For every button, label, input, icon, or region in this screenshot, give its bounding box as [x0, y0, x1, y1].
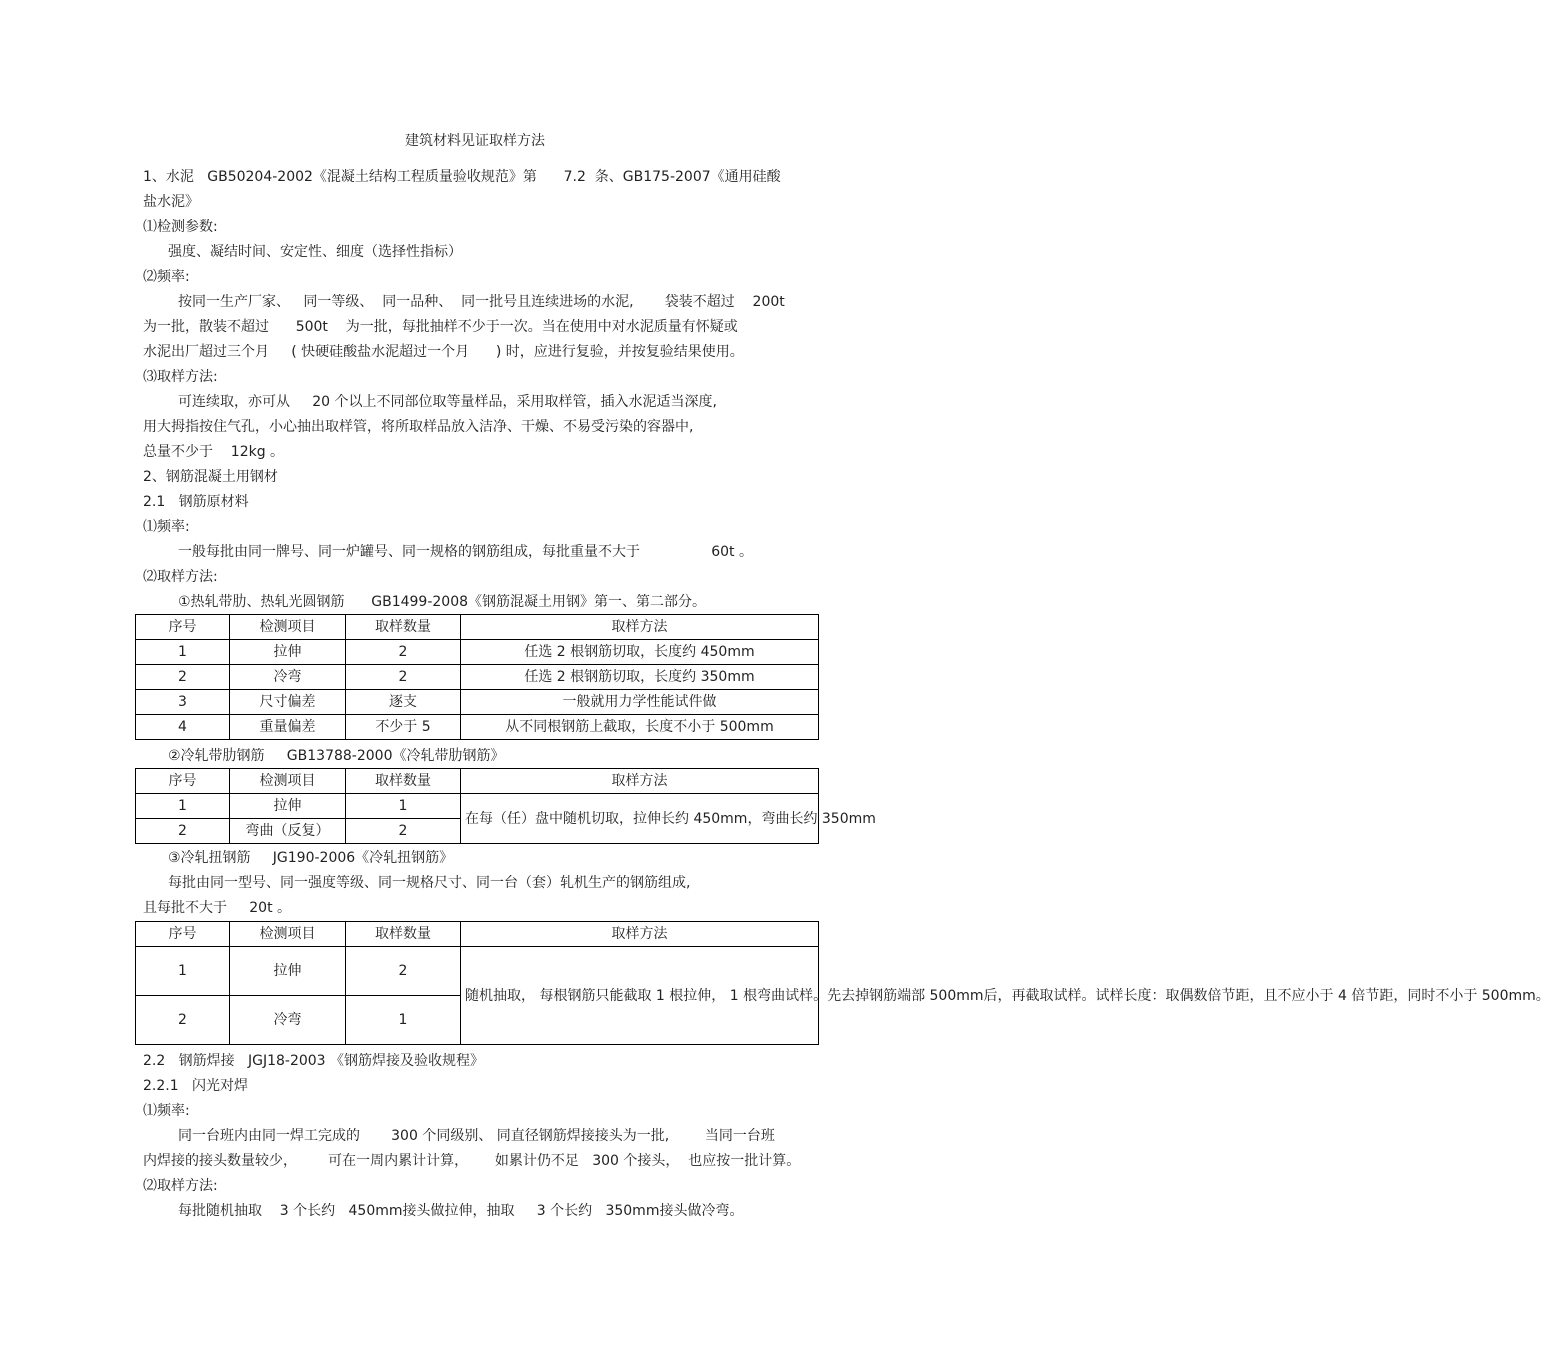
header-cell: 检测项目	[230, 615, 346, 640]
table-cell: 重量偏差	[230, 715, 346, 740]
table-cell: 尺寸偏差	[230, 690, 346, 715]
table-cell: 冷弯	[230, 996, 346, 1045]
text-line: 内焊接的接头数量较少， 可在一周内累计计算， 如累计仍不足 300 个接头， 也应按一批计算。	[143, 1153, 801, 1169]
text-line: ②冷轧带肋钢筋 GB13788-2000《冷轧带肋钢筋》	[168, 748, 505, 764]
section-heading: 2.1 钢筋原材料	[143, 494, 249, 510]
header-cell: 取样方法	[461, 615, 819, 640]
table-cell: 2	[346, 640, 461, 665]
header-cell: 取样方法	[461, 769, 819, 794]
table-cell: 2	[346, 665, 461, 690]
text-line: 可连续取，亦可从 20 个以上不同部位取等量样品，采用取样管，插入水泥适当深度,	[178, 394, 717, 410]
text-line: 水泥出厂超过三个月 ( 快硬硅酸盐水泥超过一个月 ) 时，应进行复验，并按复验结果使用。	[143, 344, 744, 360]
table-cell: 3	[136, 690, 230, 715]
text-line: 1、水泥 GB50204-2002《混凝土结构工程质量验收规范》第 7.2 条、GB175-2007《通用硅酸	[143, 169, 781, 185]
text-line: 按同一生产厂家、 同一等级、 同一品种、 同一批号且连续进场的水泥, 袋装不超过 200t	[178, 294, 785, 310]
table-header-row	[136, 615, 819, 640]
table-header-row	[136, 769, 819, 794]
table-cell: 一般就用力学性能试件做	[461, 690, 819, 715]
table-cell: 2	[136, 819, 230, 844]
table-cell: 1	[136, 947, 230, 996]
table-cell: 从不同根钢筋上截取，长度不小于 500mm	[461, 715, 819, 740]
table-cell: 2	[346, 947, 461, 996]
text-line: 且每批不大于 20t 。	[143, 900, 292, 916]
table-row	[136, 640, 819, 665]
text-line: 盐水泥》	[143, 194, 199, 210]
table-row	[136, 665, 819, 690]
header-cell: 序号	[136, 615, 230, 640]
text-line: ⑵取样方法:	[143, 569, 218, 585]
text-line: 强度、凝结时间、安定性、细度（选择性指标）	[168, 244, 462, 260]
table-row	[136, 947, 819, 996]
section-heading: 2.2 钢筋焊接 JGJ18-2003 《钢筋焊接及验收规程》	[143, 1053, 485, 1069]
text-line: 用大拇指按住气孔，小心抽出取样管，将所取样品放入洁净、干燥、不易受污染的容器中,	[143, 419, 694, 435]
table-cell: 任选 2 根钢筋切取，长度约 350mm	[461, 665, 819, 690]
table-cell: 4	[136, 715, 230, 740]
text-line: 2、钢筋混凝土用钢材	[143, 469, 278, 485]
header-cell: 检测项目	[230, 922, 346, 947]
header-cell: 序号	[136, 922, 230, 947]
text-line: 总量不少于 12kg 。	[143, 444, 285, 460]
text-line: ⑵取样方法:	[143, 1178, 218, 1194]
table-cell: 1	[346, 794, 461, 819]
text-line: 每批随机抽取 3 个长约 450mm接头做拉伸，抽取 3 个长约 350mm接头做冷弯。	[178, 1203, 744, 1219]
table-row	[136, 715, 819, 740]
text-line: ①热轧带肋、热轧光圆钢筋 GB1499-2008《钢筋混凝土用钢》第一、第二部分。	[178, 594, 707, 610]
header-cell: 检测项目	[230, 769, 346, 794]
header-cell: 取样方法	[461, 922, 819, 947]
text-line: ③冷轧扭钢筋 JG190-2006《冷轧扭钢筋》	[168, 850, 454, 866]
table-cell: 2	[346, 819, 461, 844]
table-cell: 1	[136, 640, 230, 665]
table-cold-twisted	[135, 921, 1550, 1045]
text-line: ⑶取样方法:	[143, 369, 218, 385]
table-cell: 拉伸	[230, 640, 346, 665]
header-cell: 取样数量	[346, 922, 461, 947]
text-line: 一般每批由同一牌号、同一炉罐号、同一规格的钢筋组成，每批重量不大于 60t 。	[178, 544, 753, 560]
table-cell: 冷弯	[230, 665, 346, 690]
header-cell: 序号	[136, 769, 230, 794]
table-cell: 1	[136, 794, 230, 819]
table-header-row	[136, 922, 819, 947]
document-title: 建筑材料见证取样方法	[405, 133, 545, 149]
table-cell-method: 随机抽取， 每根钢筋只能截取 1 根拉伸， 1 根弯曲试样。先去掉钢筋端部 500mm后，再截取试样。试样长度：取偶数倍节距，且不应小于 4 倍节距，同时不小于 500mm。	[461, 947, 819, 1045]
table-cell: 2	[136, 996, 230, 1045]
header-cell: 取样数量	[346, 769, 461, 794]
table-cell: 弯曲（反复）	[230, 819, 346, 844]
table-cell: 拉伸	[230, 794, 346, 819]
table-cell-method: 在每（任）盘中随机切取，拉伸长约 450mm，弯曲长约 350mm	[461, 794, 819, 844]
text-line: ⑴频率:	[143, 1103, 190, 1119]
table-row	[136, 794, 819, 819]
table-cell: 拉伸	[230, 947, 346, 996]
table-cell: 2	[136, 665, 230, 690]
text-line: ⑴频率:	[143, 519, 190, 535]
table-cell: 逐支	[346, 690, 461, 715]
text-line: 同一台班内由同一焊工完成的 300 个同级别、 同直径钢筋焊接接头为一批, 当同一台班	[178, 1128, 775, 1144]
text-line: ⑴检测参数:	[143, 219, 218, 235]
table-cold-ribbed	[135, 768, 876, 844]
text-line: 为一批，散装不超过 500t 为一批，每批抽样不少于一次。当在使用中对水泥质量有怀疑或	[143, 319, 738, 335]
header-cell: 取样数量	[346, 615, 461, 640]
table-row	[136, 690, 819, 715]
section-heading: 2.2.1 闪光对焊	[143, 1078, 248, 1094]
table-hot-rolled	[135, 614, 819, 740]
text-line: 每批由同一型号、同一强度等级、同一规格尺寸、同一台（套）轧机生产的钢筋组成,	[168, 875, 691, 891]
table-cell: 任选 2 根钢筋切取，长度约 450mm	[461, 640, 819, 665]
table-cell: 不少于 5	[346, 715, 461, 740]
text-line: ⑵频率:	[143, 269, 190, 285]
table-cell: 1	[346, 996, 461, 1045]
